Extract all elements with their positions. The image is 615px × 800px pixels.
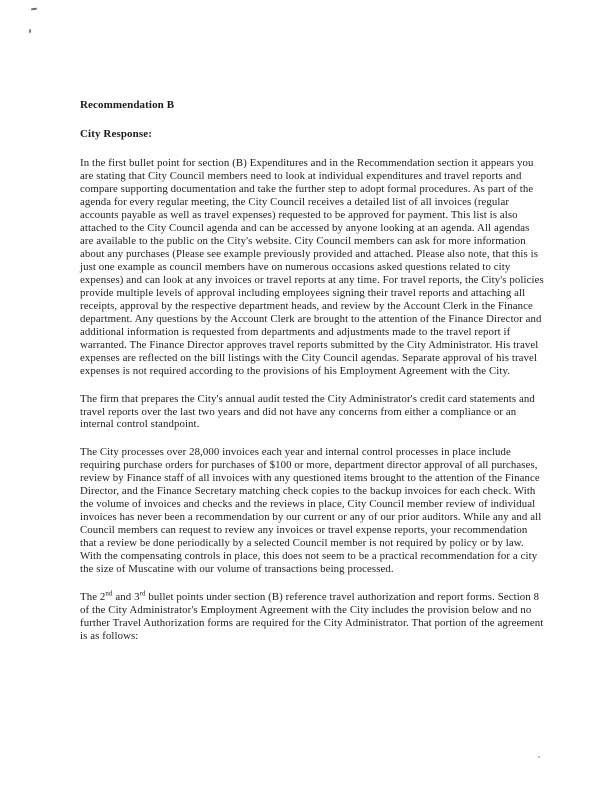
document-body xyxy=(80,99,544,658)
ordinal-suffix: rd xyxy=(139,589,146,598)
scan-artifact-mark xyxy=(29,29,31,33)
scan-artifact-mark xyxy=(31,8,37,11)
paragraph-4-text: The 2 xyxy=(80,590,106,603)
ordinal-suffix: nd xyxy=(105,589,113,598)
scan-artifact-mark xyxy=(538,756,540,758)
document-subheading: City Response: xyxy=(80,128,152,141)
paragraph-invoice-processes: The City processes over 28,000 invoices each year and internal control processes in place include requiring purchase orders for purchases of $100 or more, department director approval of all purchases, review by Finance staff of all invoices with any questioned items brought to the attention of the Finance Director, and the Finance Secretary matching check copies to the backup invoices for each check. With the volume of invoices and checks and the reviews in place, City Council member review of individual invoices has never been a recommendation by our current or any of our prior auditors. While any and all Council members can request to review any invoices or travel expense reports, your recommendation that a review be done periodically by a selected Council member is not required by policy or by law. With the compensating controls in place, this does not seem to be a practical recommendation for a city the size of Muscatine with our volume of transactions being processed. xyxy=(80,446,542,576)
paragraph-4-text: and 3 xyxy=(112,590,140,603)
paragraph-audit-firm: The firm that prepares the City's annual audit tested the City Administrator's credit card statements and travel reports over the last two years and did not have any concerns from either a compliance or an internal control standpoint. xyxy=(80,392,535,431)
document-heading: Recommendation B xyxy=(80,99,175,111)
paragraph-expenditures-response: In the first bullet point for section (B) Expenditures and in the Recommendation section it appears you are stating that City Council members need to look at individual expenditures and travel reports and compare supporting documentation and take the further step to adopt formal procedures. As part of the agenda for every regular meeting, the City Council receives a detailed list of all invoices (regular accounts payable as well as travel expenses) requested to be approved for payment. This list is also attached to the City Council agenda and can be accessed by anyone looking at an agenda. All agendas are available to the public on the City's website. City Council members can ask for more information about any purchases (Please see example previously provided and attached. Please also note, that this is just one example as council members have on numerous occasions asked questions related to city expenses) and can look at any invoices or travel reports at any time. For travel reports, the City's policies provide multiple levels of approval including employees signing their travel reports and attaching all receipts, approval by the respective department heads, and review by the Account Clerk in the Finance department. Any questions by the Account Clerk are brought to the attention of the Finance Director and additional information is requested from departments and adjustments made to the travel report if warranted. The Finance Director approves travel reports submitted by the City Administrator. His travel expenses are reflected on the bill listings with the City Council agendas. Separate approval of his travel expenses is not required according to the provisions of his Employment Agreement with the City. xyxy=(80,157,544,377)
paragraph-bullet-points xyxy=(80,591,544,643)
paragraph-4-text: bullet points under section (B) reference travel authorization and report forms. Section 8 of the City Administrator's Employment Agreement with the City includes the provision below and no further Travel Authorization forms are required for the City Administrator. That portion of the agreement is as follows: xyxy=(80,590,544,642)
